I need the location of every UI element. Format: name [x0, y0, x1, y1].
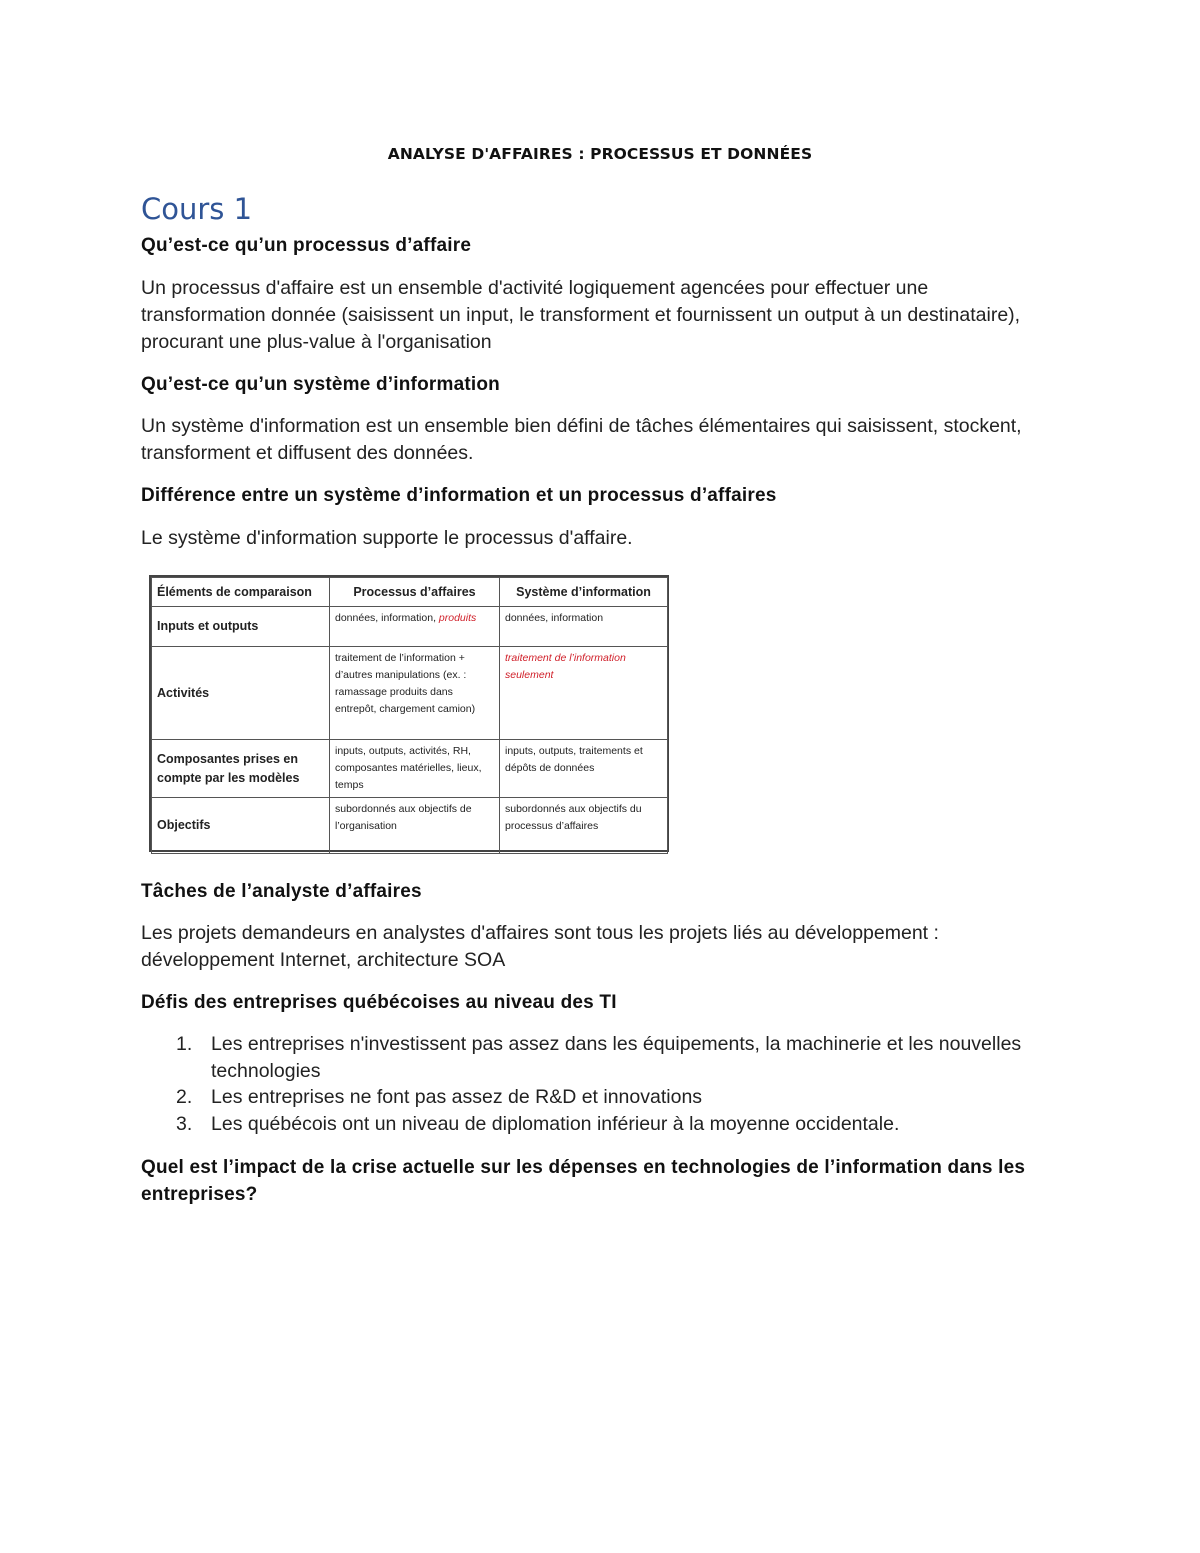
- list-item: 1. Les entreprises n'investissent pas assez dans les équipements, la machinerie et les nouvelles technologies: [176, 1033, 1022, 1082]
- table-cell: traitement de l’information seulement: [500, 647, 668, 740]
- list-item: 2. Les entreprises ne font pas assez de R&D et innovations: [176, 1086, 703, 1109]
- defis-list: [141, 1031, 1041, 1137]
- section-heading-systeme: Qu’est-ce qu’un système d’information: [141, 374, 500, 395]
- section-heading-processus: Qu’est-ce qu’un processus d’affaire: [141, 235, 472, 256]
- table-header: Éléments de comparaison: [152, 578, 330, 607]
- table-row-label: Activités: [152, 647, 330, 740]
- table-cell: données, information, produits: [330, 607, 500, 647]
- table-cell: données, information: [500, 607, 668, 647]
- section-heading-defis: Défis des entreprises québécoises au niveau des TI: [141, 992, 617, 1013]
- table-row: [152, 647, 668, 740]
- section-heading-taches: Tâches de l’analyste d’affaires: [141, 881, 422, 902]
- comparison-table: [151, 577, 668, 854]
- list-item: 3. Les québécois ont un niveau de diplomation inférieur à la moyenne occidentale.: [176, 1112, 900, 1135]
- course-heading: Cours 1: [141, 192, 253, 226]
- section-text-systeme: Un système d'information est un ensemble bien défini de tâches élémentaires qui saisissent, stockent, transforment et diffusent des données.: [141, 415, 1022, 464]
- section-text-taches: Les projets demandeurs en analystes d'affaires sont tous les projets liés au développement : développement Internet, architecture SOA: [141, 922, 939, 971]
- table-row-label: Composantes prises en compte par les modèles: [152, 740, 330, 798]
- table-cell: subordonnés aux objectifs du processus d’affaires: [500, 798, 668, 854]
- section-text-difference: Le système d'information supporte le processus d'affaire.: [141, 527, 633, 549]
- table-cell: subordonnés aux objectifs de l’organisation: [330, 798, 500, 854]
- document-title: ANALYSE D'AFFAIRES : PROCESSUS ET DONNÉES: [387, 145, 813, 163]
- table-header: Processus d’affaires: [330, 578, 500, 607]
- section-text-processus: Un processus d'affaire est un ensemble d'activité logiquement agencées pour effectuer une transformation donnée (saisissent un input, le transforment et fournissent un output à un destinataire), procurant une plus-value à l'organisation: [141, 277, 1021, 353]
- table-cell: inputs, outputs, traitements et dépôts de données: [500, 740, 668, 798]
- comparison-table-image: [149, 575, 669, 852]
- table-row-label: Inputs et outputs: [152, 607, 330, 647]
- table-row: [152, 607, 668, 647]
- table-cell: traitement de l’information + d’autres manipulations (ex. : ramassage produits dans entrepôt, chargement camion): [330, 647, 500, 740]
- table-row-label: Objectifs: [152, 798, 330, 854]
- table-cell: inputs, outputs, activités, RH, composantes matérielles, lieux, temps: [330, 740, 500, 798]
- section-heading-impact: Quel est l’impact de la crise actuelle sur les dépenses en technologies de l’information dans les entreprises?: [141, 1157, 1026, 1205]
- table-row: [152, 740, 668, 798]
- table-header: Système d’information: [500, 578, 668, 607]
- section-heading-difference: Différence entre un système d’information et un processus d’affaires: [141, 485, 777, 506]
- table-row: [152, 798, 668, 854]
